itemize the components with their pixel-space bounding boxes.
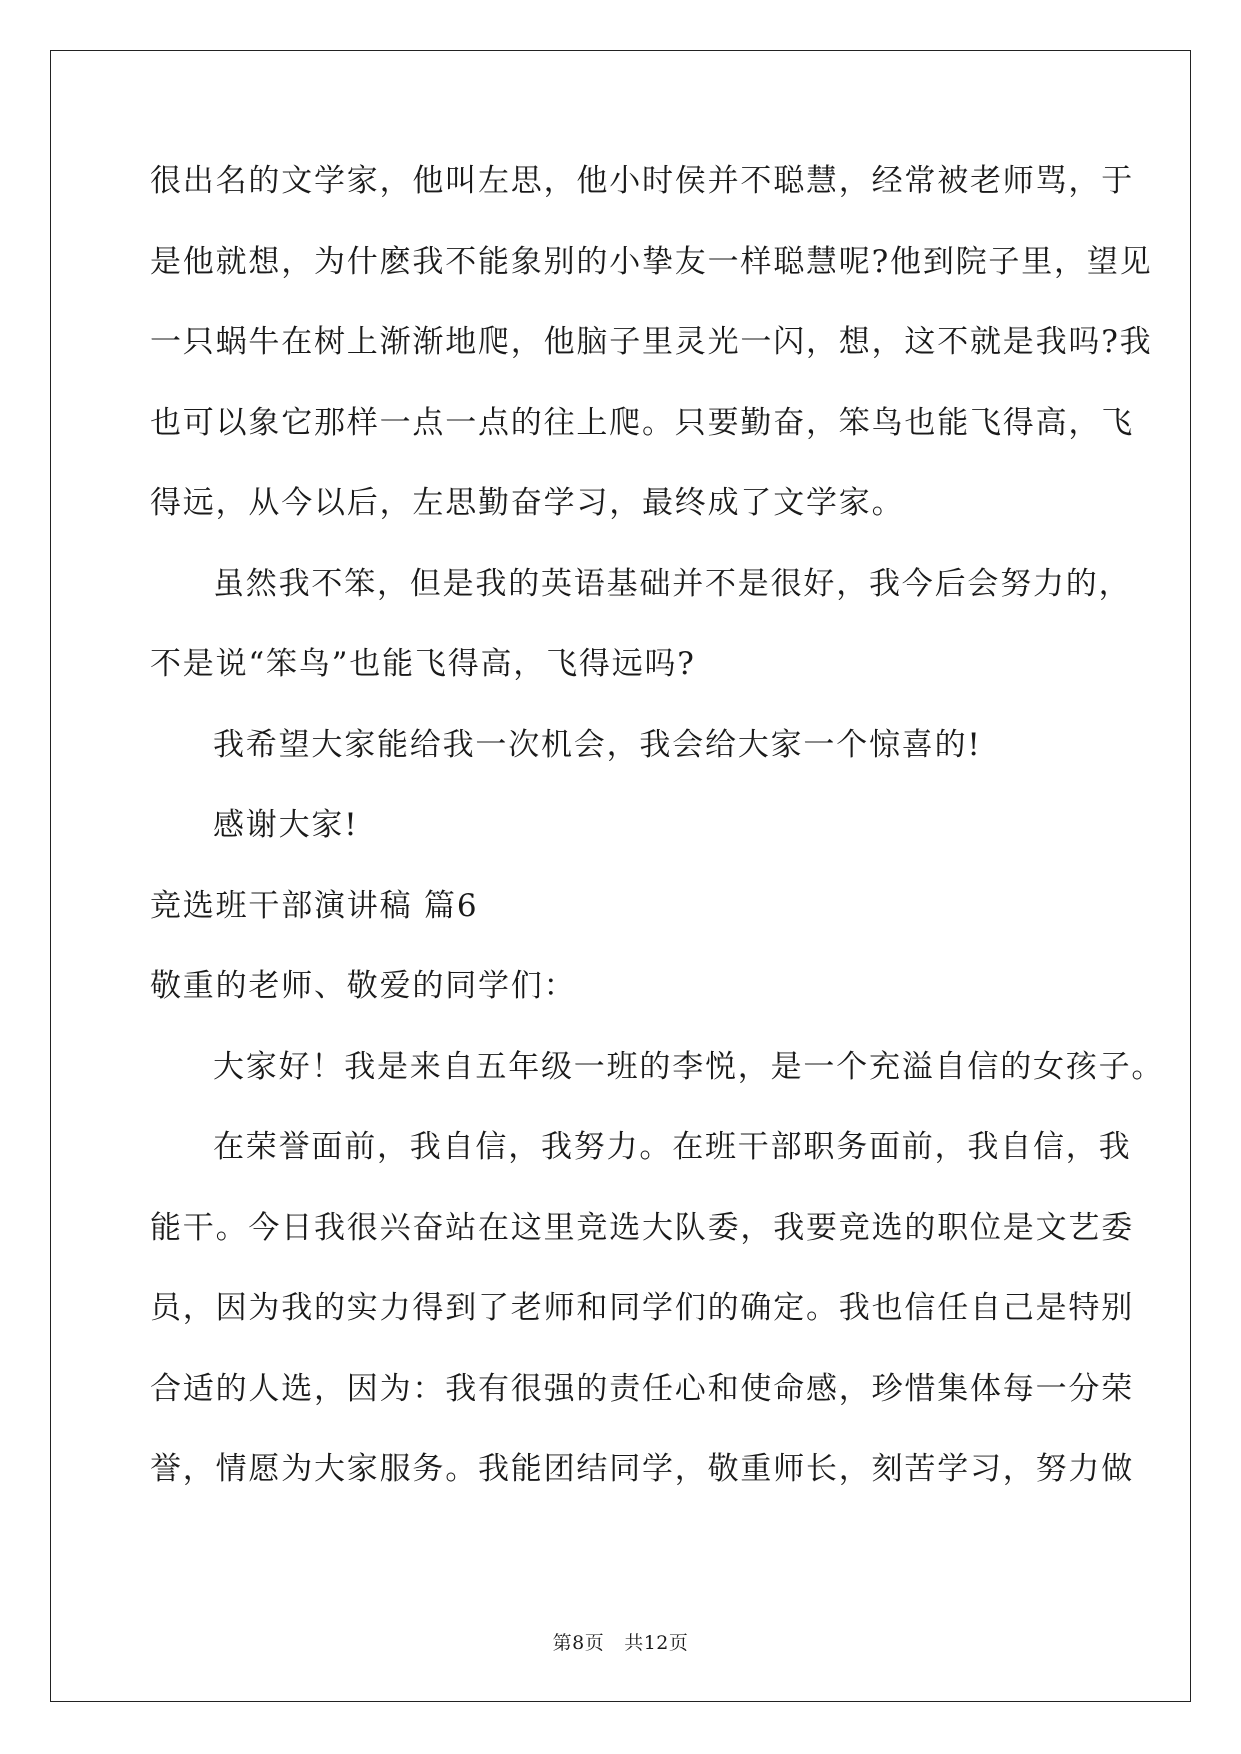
paragraph-start-line: 在荣誉面前，我自信，我努力。在班干部职务面前，我自信，我 <box>213 1129 1132 1165</box>
text-line: 能干。今日我很兴奋站在这里竞选大队委，我要竞选的职位是文艺委 <box>150 1209 1134 1246</box>
salutation: 敬重的老师、敬爱的同学们： <box>150 968 577 1004</box>
paragraph-start-line: 我希望大家能给我一次机会，我会给大家一个惊喜的! <box>213 726 982 763</box>
paragraph-start-line: 大家好！我是来自五年级一班的李悦，是一个充溢自信的女孩子。 <box>213 1048 1165 1085</box>
text-line: 也可以象它那样一点一点的往上爬。只要勤奋，笨鸟也能飞得高，飞 <box>150 404 1134 441</box>
closing-thanks: 感谢大家! <box>213 807 359 843</box>
paragraph-start-line: 虽然我不笨，但是我的英语基础并不是很好，我今后会努力的， <box>213 565 1132 602</box>
text-line: 一只蜗牛在树上渐渐地爬，他脑子里灵光一闪，想，这不就是我吗?我 <box>150 324 1153 360</box>
text-line: 不是说“笨鸟”也能飞得高，飞得远吗? <box>150 646 696 682</box>
document-body <box>150 163 1165 1532</box>
page-number: 第8页 <box>552 1632 605 1654</box>
text-line: 得远，从今以后，左思勤奋学习，最终成了文学家。 <box>150 485 905 521</box>
section-heading: 竞选班干部演讲稿 篇6 <box>150 887 479 924</box>
text-line: 员，因为我的实力得到了老师和同学们的确定。我也信任自己是特别 <box>150 1290 1134 1326</box>
text-line: 很出名的文学家，他叫左思，他小时侯并不聪慧，经常被老师骂，于 <box>150 163 1134 199</box>
text-line: 誉，情愿为大家服务。我能团结同学，敬重师长，刻苦学习，努力做 <box>150 1451 1134 1487</box>
text-line: 是他就想，为什麽我不能象别的小挚友一样聪慧呢?他到院子里，望见 <box>150 243 1153 280</box>
text-line: 合适的人选，因为：我有很强的责任心和使命感，珍惜集体每一分荣 <box>150 1370 1134 1407</box>
page-total: 共12页 <box>624 1632 689 1654</box>
page-footer <box>0 1628 1241 1655</box>
